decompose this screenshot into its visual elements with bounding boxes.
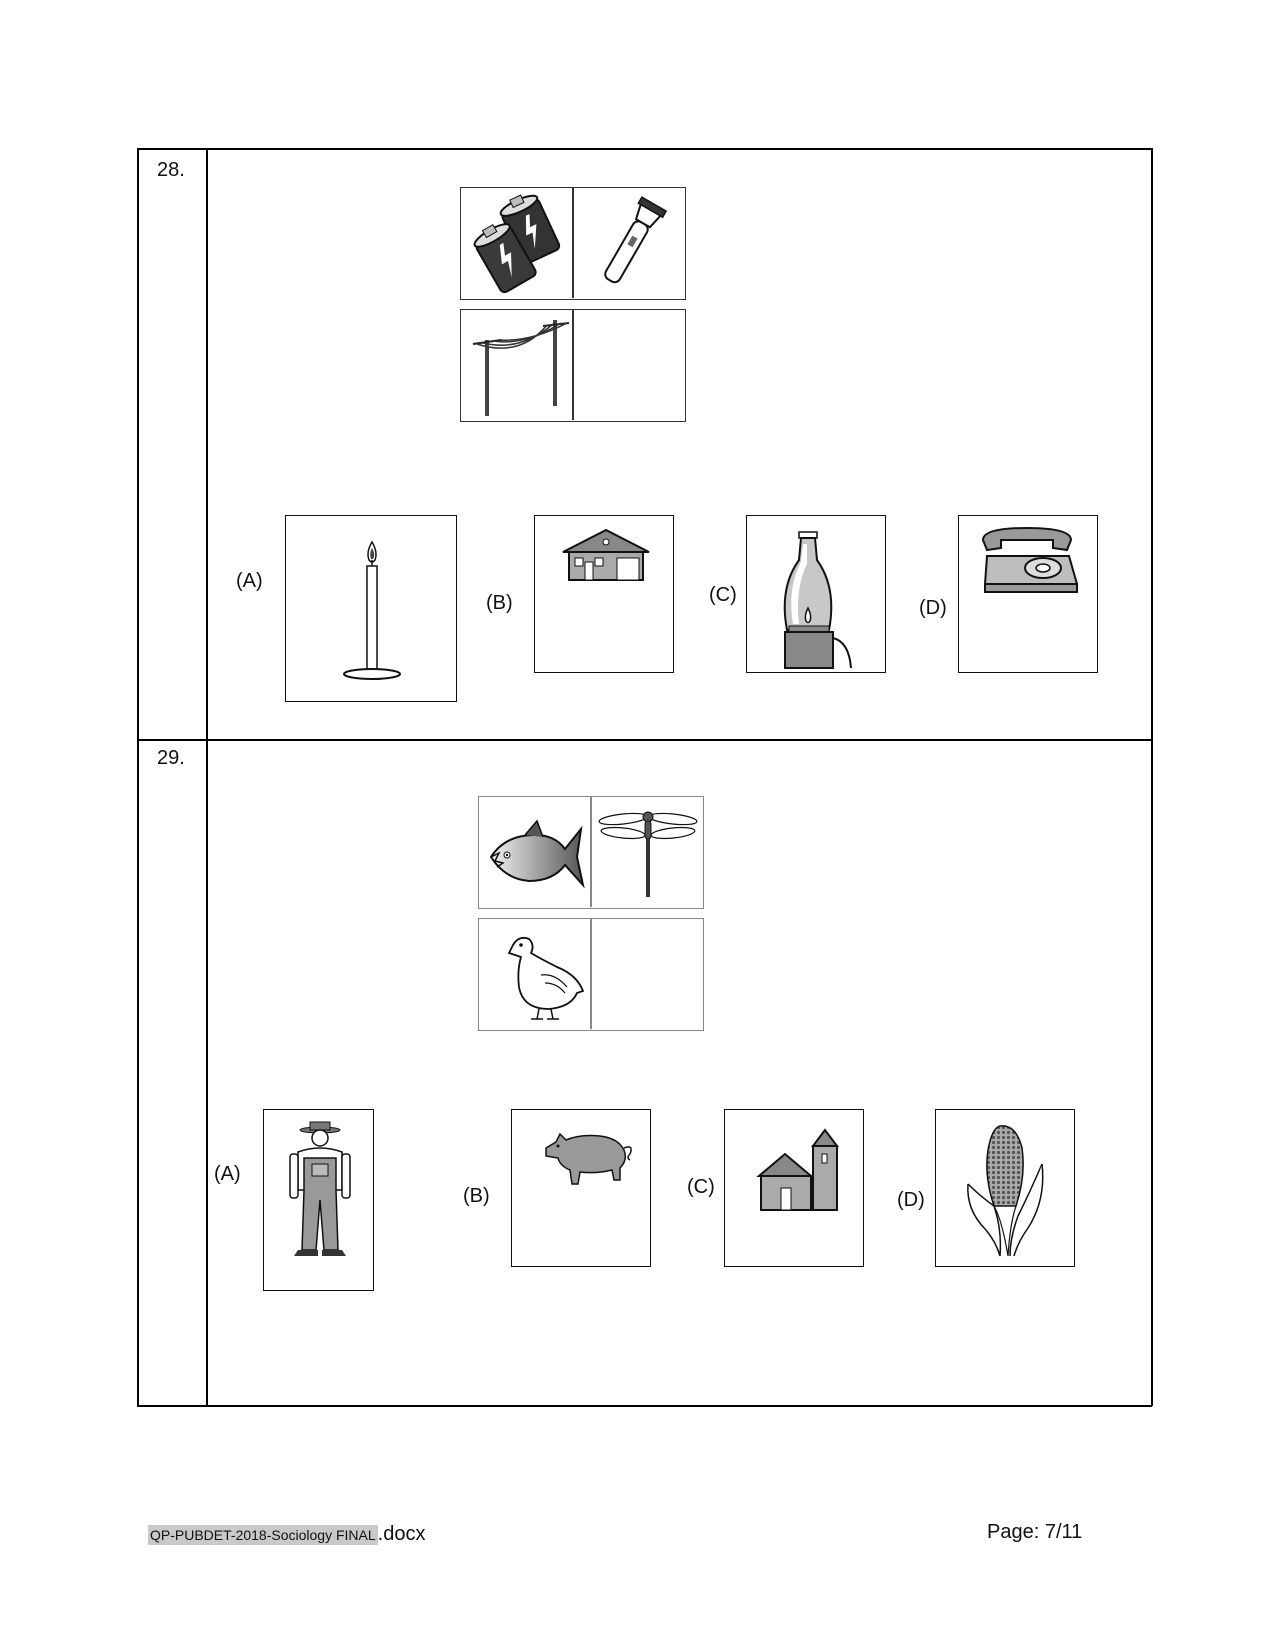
question-number: 29. — [157, 747, 185, 769]
footer-extension: .docx — [377, 1523, 426, 1545]
power-line-icon — [465, 312, 571, 418]
bird-icon — [497, 931, 589, 1023]
batteries-icon — [469, 192, 569, 296]
footer-filename-text: QP-PUBDET-2018-Sociology FINAL — [150, 1527, 376, 1543]
oil-lamp-icon — [777, 530, 873, 672]
footer-filename — [148, 1523, 425, 1546]
barn-icon — [755, 1128, 847, 1214]
option-c-box[interactable] — [724, 1109, 864, 1267]
house-icon — [561, 528, 651, 582]
option-b-box[interactable] — [534, 515, 674, 673]
option-a-box[interactable] — [263, 1109, 374, 1291]
puzzle-row — [460, 309, 686, 422]
option-d-label: (D) — [897, 1189, 925, 1211]
footer-page-number: Page: 7/11 — [987, 1521, 1083, 1543]
option-d-box[interactable] — [958, 515, 1098, 673]
question-number: 28. — [157, 159, 185, 181]
option-c-label: (C) — [709, 584, 737, 606]
option-a-box[interactable] — [285, 515, 457, 702]
option-c-box[interactable] — [746, 515, 886, 673]
option-d-label: (D) — [919, 597, 947, 619]
candle-icon — [312, 526, 432, 688]
dragonfly-icon — [597, 805, 699, 901]
option-b-box[interactable] — [511, 1109, 651, 1267]
option-c-label: (C) — [687, 1176, 715, 1198]
option-b-label: (B) — [486, 592, 513, 614]
option-a-label: (A) — [214, 1163, 241, 1185]
corn-icon — [956, 1120, 1056, 1258]
farmer-icon — [280, 1120, 360, 1260]
option-b-label: (B) — [463, 1185, 490, 1207]
option-d-box[interactable] — [935, 1109, 1075, 1267]
puzzle-row — [478, 796, 704, 909]
puzzle-row — [460, 187, 686, 300]
telephone-icon — [977, 526, 1081, 600]
option-a-label: (A) — [236, 570, 263, 592]
flashlight-icon — [583, 194, 679, 294]
fish-icon — [485, 805, 585, 901]
puzzle-row — [478, 918, 704, 1031]
pig-icon — [540, 1126, 636, 1188]
